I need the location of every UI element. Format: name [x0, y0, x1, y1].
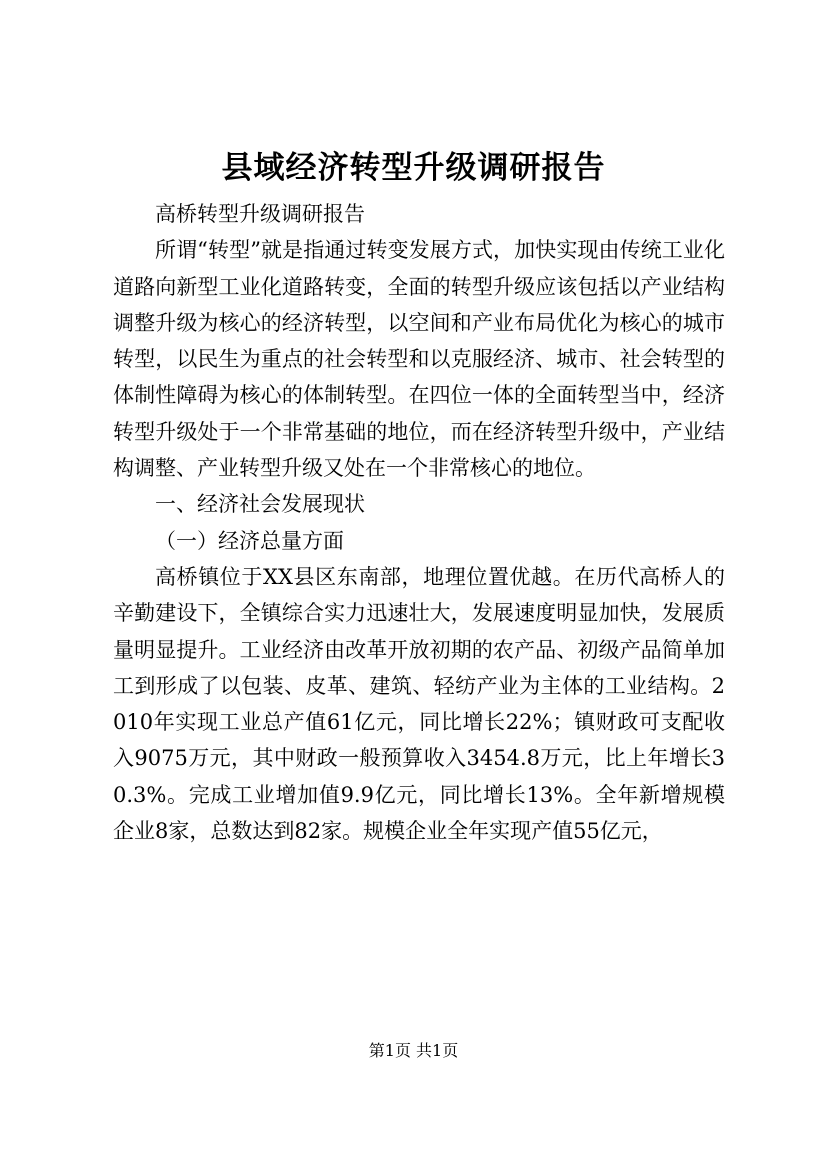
economy-paragraph: 高桥镇位于XX县区东南部，地理位置优越。在历代高桥人的辛勤建设下，全镇综合实力迅速壮大，发展速度明显加快，发展质量明显提升。工业经济由改革开放初期的农产品、初级产品简单加工到形成了以包装、皮革、建筑、轻纺产业为主体的工业结构。2010年实现工业总产值61亿元，同比增长22%；镇财政可支配收入9075万元，其中财政一般预算收入3454.8万元，比上年增长30.3%。完成工业增加值9.9亿元，同比增长13%。全年新增规模企业8家，总数达到82家。规模企业全年实现产值55亿元，	[113, 564, 725, 844]
subtitle-paragraph: 高桥转型升级调研报告	[155, 202, 365, 226]
document-title: 县域经济转型升级调研报告	[221, 150, 606, 186]
document-body	[113, 196, 725, 849]
page-footer: 第1页 共1页	[368, 1041, 459, 1060]
definition-paragraph: 所谓“转型”就是指通过转变发展方式，加快实现由传统工业化道路向新型工业化道路转变，全面的转型升级应该包括以产业结构调整升级为核心的经济转型，以空间和产业布局优化为核心的城市转型，以民生为重点的社会转型和以克服经济、城市、社会转型的体制性障碍为核心的体制转型。在四位一体的全面转型当中，经济转型升级处于一个非常基础的地位，而在经济转型升级中，产业结构调整、产业转型升级又处在一个非常核心的地位。	[113, 238, 725, 481]
subsection-heading: （一）经济总量方面	[155, 528, 344, 553]
section-heading: 一、经济社会发展现状	[155, 492, 365, 517]
